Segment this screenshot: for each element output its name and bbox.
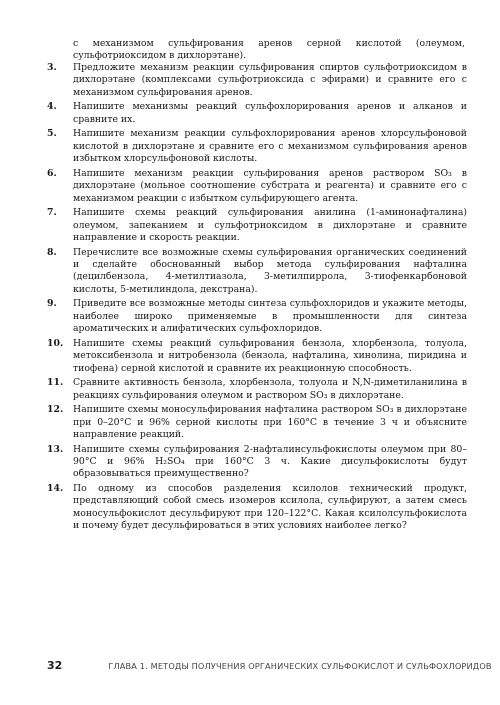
question-number: 6. xyxy=(47,167,57,179)
question-text: Напишите механизм реакции сульфохлорирования аренов хлорсульфоновой кислотой в дихлорэтане и сравните его с механизмом сульфирования аренов избытком хлорсульфоновой кислоты. xyxy=(73,128,467,165)
question-number: 11. xyxy=(47,377,64,389)
question-item xyxy=(47,101,467,126)
question-text: Приведите все возможные методы синтеза сульфохлоридов и укажите методы, наиболее широко применяемые в промышленности для синтеза ароматических и алифатических сульфохлоридов. xyxy=(73,298,467,335)
question-number: 13. xyxy=(47,443,64,455)
question-number: 14. xyxy=(47,483,64,495)
question-text: Перечислите все возможные схемы сульфирования органических соединений и сделайте обоснованный выбор метода сульфирования нафталина (децилбензола, 4-метилтиазола, 3-метилпиррола, 3-тиофенкарбоновой кислоты, 5-метилиндола, декстрана). xyxy=(73,246,467,295)
question-text: Напишите схемы реакций сульфирования бензола, хлорбензола, толуола, метоксибензола и нитробензола (бензола, нафталина, хинолина, пиридина и тиофена) серной кислотой и сравните их реакционную способность. xyxy=(73,337,467,374)
page-footer xyxy=(47,659,492,673)
question-item xyxy=(47,62,467,99)
question-item xyxy=(47,168,467,205)
question-list xyxy=(47,62,467,535)
question-item xyxy=(47,444,467,481)
question-number: 4. xyxy=(47,101,57,113)
question-text: Напишите схемы реакций сульфирования анилина (1-аминонафталина) олеумом, запеканием и сульфотриоксидом в дихлорэтане и сравните направление и скорость реакции. xyxy=(73,207,467,244)
question-item xyxy=(47,128,467,165)
question-item xyxy=(47,298,467,335)
question-text: Напишите схемы моносульфирования нафталина раствором SO₃ в дихлорэтане при 0–20°С и 96% серной кислоты при 160°С в течение 3 ч и объясните направление реакций. xyxy=(73,404,467,441)
running-chapter-title: ГЛАВА 1. МЕТОДЫ ПОЛУЧЕНИЯ ОРГАНИЧЕСКИХ СУЛЬФОКИСЛОТ И СУЛЬФОХЛОРИДОВ xyxy=(108,661,492,671)
question-number: 8. xyxy=(47,246,57,258)
question-text: Сравните активность бензола, хлорбензола, толуола и N,N-диметиланилина в реакциях сульфирования олеумом и раствором SO₃ в дихлорэтане. xyxy=(73,377,467,401)
question-item xyxy=(47,483,467,533)
question-number: 10. xyxy=(47,337,64,349)
page-number: 32 xyxy=(47,659,63,672)
question-text: Предложите механизм реакции сульфирования спиртов сульфотриоксидом в дихлорэтане (комплексами сульфотриоксида с эфирами) и сравните его с механизмом сульфирования аренов. xyxy=(73,62,467,98)
question-text: По одному из способов разделения ксилолов технический продукт, представляющий собой смесь изомеров ксилола, сульфируют, а затем смесь моносульфокислот десульфируют при 120–122°С. Какая ксилолсульфокислота и почему будет десульфироваться в этих условиях наиболее легко? xyxy=(73,483,467,532)
question-text: Напишите схемы сульфирования 2-нафталинсульфокислоты олеумом при 80–90°С и 96% H₂SO₄ при 160°С 3 ч. Какие дисульфокислоты будут образовываться преимущественно? xyxy=(73,443,467,480)
question-number: 5. xyxy=(47,128,57,140)
question-number: 12. xyxy=(47,404,64,416)
question-item xyxy=(47,404,467,441)
question-number: 7. xyxy=(47,207,57,219)
question-item xyxy=(47,207,467,244)
question-number: 9. xyxy=(47,298,57,310)
question-item xyxy=(47,247,467,297)
question-item xyxy=(47,377,467,402)
continued-paragraph: с механизмом сульфирования аренов серной кислотой (олеумом, сульфотриоксидом в дихлорэтане). xyxy=(73,38,465,62)
question-text: Напишите механизм реакции сульфирования аренов раствором SO₃ в дихлорэтане (мольное соотношение субстрата и реагента) и сравните его с механизмом реакции с избытком сульфирующего агента. xyxy=(73,167,467,204)
question-item xyxy=(47,338,467,375)
question-text: Напишите механизмы реакций сульфохлорирования аренов и алканов и сравните их. xyxy=(73,101,467,125)
question-number: 3. xyxy=(47,62,57,73)
